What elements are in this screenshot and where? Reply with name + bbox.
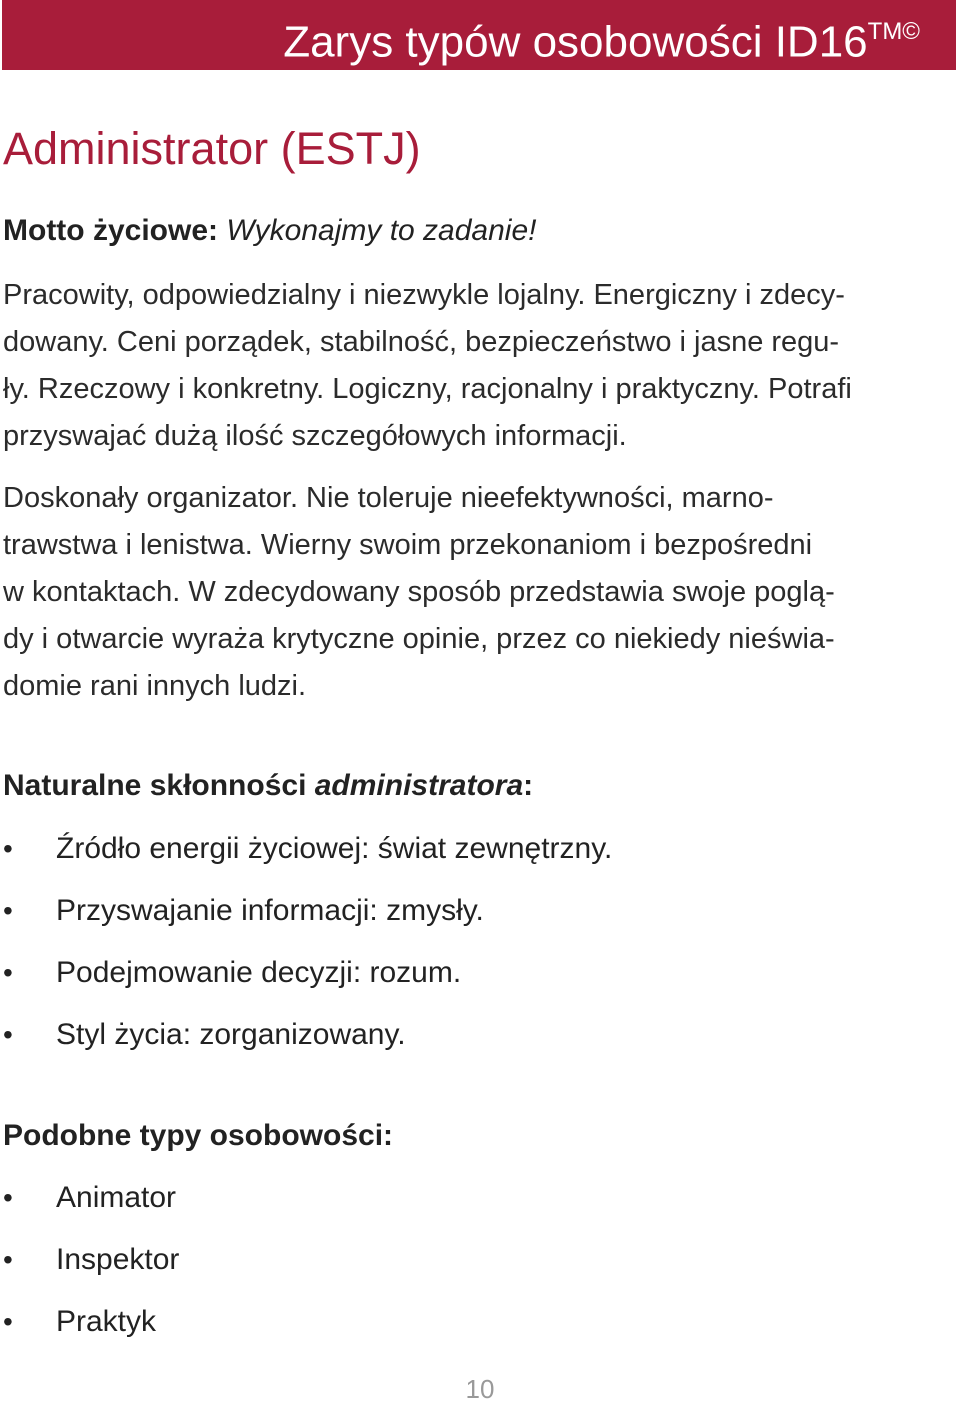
motto	[3, 208, 536, 254]
list-item-text: Styl życia: zorganizowany.	[56, 1018, 406, 1051]
header-bar	[2, 0, 956, 70]
bullet-icon: •	[3, 1306, 13, 1337]
tendencies-heading-suffix: :	[523, 769, 534, 802]
paragraph-line: dy i otwarcie wyraża krytyczne opinie, przez co niekiedy nieświa-	[3, 623, 835, 655]
bullet-icon: •	[3, 895, 13, 926]
bullet-icon: •	[3, 1019, 13, 1050]
paragraph-line: dowany. Ceni porządek, stabilność, bezpieczeństwo i jasne regu-	[3, 326, 840, 358]
paragraph-line: Doskonały organizator. Nie toleruje nieefektywności, marno-	[3, 482, 774, 514]
list-item-text: Inspektor	[56, 1243, 180, 1276]
list-item-text: Źródło energii życiowej: świat zewnętrzny.	[56, 832, 613, 865]
bullet-icon: •	[3, 1244, 13, 1275]
motto-label: Motto życiowe:	[3, 214, 218, 247]
tendencies-heading-emphasis: administratora	[314, 769, 524, 802]
paragraph-line: Pracowity, odpowiedzialny i niezwykle lojalny. Energiczny i zdecy-	[3, 279, 845, 311]
header-trademark: TM©	[867, 18, 920, 45]
list-item-text: Praktyk	[56, 1305, 157, 1338]
list-item-text: Przyswajanie informacji: zmysły.	[56, 894, 484, 927]
paragraph-line: trawstwa i lenistwa. Wierny swoim przekonaniom i bezpośredni	[3, 529, 813, 561]
bullet-icon: •	[3, 957, 13, 988]
paragraph-line: w kontaktach. W zdecydowany sposób przedstawia swoje poglą-	[3, 576, 835, 608]
header-title-text: Zarys typów osobowości ID16	[283, 17, 868, 67]
paragraph-line: domie rani innych ludzi.	[3, 670, 307, 702]
similar-types-heading: Podobne typy osobowości:	[3, 1119, 394, 1152]
header-title	[283, 4, 920, 73]
page-title: Administrator (ESTJ)	[3, 123, 421, 174]
description-paragraph-1	[3, 272, 955, 460]
paragraph-line: przyswajać dużą ilość szczegółowych informacji.	[3, 420, 627, 452]
motto-text: Wykonajmy to zadanie!	[226, 214, 537, 247]
bullet-icon: •	[3, 1182, 13, 1213]
page-number: 10	[465, 1374, 495, 1404]
list-item-text: Podejmowanie decyzji: rozum.	[56, 956, 462, 989]
paragraph-line: ły. Rzeczowy i konkretny. Logiczny, racjonalny i praktyczny. Potrafi	[3, 373, 852, 405]
list-item-text: Animator	[56, 1181, 177, 1214]
description-paragraph-2	[3, 475, 955, 710]
bullet-icon: •	[3, 833, 13, 864]
tendencies-heading	[3, 763, 533, 809]
tendencies-heading-prefix: Naturalne skłonności	[3, 769, 315, 802]
